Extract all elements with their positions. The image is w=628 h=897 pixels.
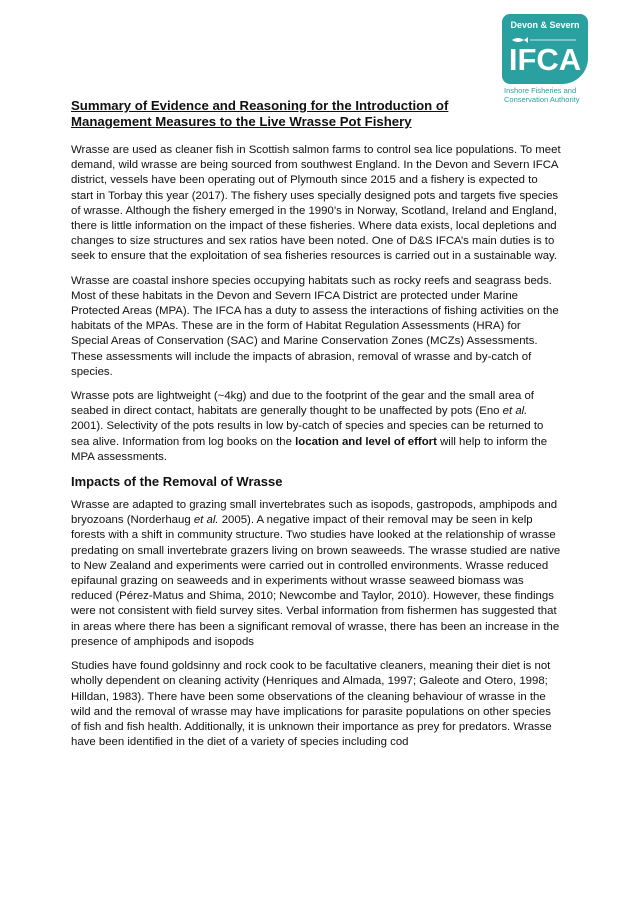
paragraph-pots — [71, 389, 561, 465]
text-run: 2005). A negative impact of their removal may be seen in kelp forests with a shift in community structure. Two studies have looked at the relationship of wrasse predating on small invertebrate grazers living on brown seaweeds. The wrasse studied are native to New Zealand and experiments were carried out in controlled environments. Wrasse reduced epifaunal grazing on seaweeds and in experiments without wrasse seaweed biomass was reduced (Pérez-Matus and Shima, 2010; Newcombe and Taylor, 2010). However, these findings were not consistent with field survey sites. Verbal information from fishermen has suggested that in areas where there has been a significant removal of wrasse, there has been an increase in the presence of amphipods and isopods — [71, 514, 561, 648]
text-run: will help to inform the MPA assessments. — [71, 435, 548, 463]
paragraph-cleaning: Studies have found goldsinny and rock cook to be facultative cleaners, meaning their diet is not wholly dependent on cleaning activity (Henriques and Almada, 1997; Galeote and Otero, 1998; Hilldan, 1983). There have been some observations of the cleaning behaviour of wrasse in the wild and the removal of wrasse may have implications for parasite populations on other species of fish and fish health. Additionally, it is unknown their importance as prey for predators. Wrasse have been identified in the diet of a variety of species including cod — [71, 660, 552, 749]
ifca-logo — [502, 14, 598, 110]
document-title: Summary of Evidence and Reasoning for the Introduction of Management Measures to the Live Wrasse Pot Fishery — [71, 98, 449, 129]
paragraph-intro: Wrasse are used as cleaner fish in Scottish salmon farms to control sea lice populations. To meet demand, wild wrasse are being sourced from southwest England. In the Devon and Severn IFCA district, vessels have been operating out of Plymouth since 2015 and a fishery is expected to start in Torbay this year (2017). The fishery uses specially designed pots and targets five species of wrasse. Although the fishery emerged in the 1990’s in Norway, Scotland, Ireland and England, there is little information on the impact of these fisheries. Where data exists, local depletions and changes to size structures and sex ratios have been noted. One of D&S IFCA’s main duties is to seek to ensure that the exploitation of sea fisheries resources is carried out in a sustainable way. — [71, 144, 561, 263]
italic-text: et al. — [502, 405, 528, 418]
logo-main-text: IFCA — [502, 36, 588, 84]
text-run: Wrasse are adapted to grazing small invertebrates such as isopods, gastropods, amphipods and bryozoans (Norderhaug — [71, 499, 558, 527]
bold-text: location and level of effort — [295, 435, 437, 448]
logo-subtitle-line1: Inshore Fisheries and — [504, 86, 577, 95]
italic-text: et al. — [193, 514, 219, 527]
document-body — [71, 98, 561, 759]
text-run: Wrasse pots are lightweight (~4kg) and due to the footprint of the gear and the small area of seabed in direct contact, habitats are generally thought to be unaffected by pots (Eno — [71, 390, 534, 418]
logo-top-text: Devon & Severn — [502, 14, 588, 36]
paragraph-habitats: Wrasse are coastal inshore species occupying habitats such as rocky reefs and seagrass beds. Most of these habitats in the Devon and Severn IFCA District are protected under Marine Protected Areas (MPA). The IFCA has a duty to assess the interactions of fishing activities on the habitats of the MPAs. These are in the form of Habitat Regulation Assessments (HRA) for Special Areas of Conservation (SAC) and Marine Conservation Zones (MCZs) Assessments. These assessments will include the impacts of abrasion, removal of wrasse and by-catch of species. — [71, 274, 559, 378]
logo-subtitle-line2: Conservation Authority — [504, 95, 580, 104]
paragraph-removal — [71, 498, 561, 650]
text-run: 2001). Selectivity of the pots results in low by-catch of species and species can be returned to sea alive. Information from log books on the — [71, 420, 544, 448]
section-heading: Impacts of the Removal of Wrasse — [71, 474, 283, 490]
fish-icon — [508, 36, 578, 44]
